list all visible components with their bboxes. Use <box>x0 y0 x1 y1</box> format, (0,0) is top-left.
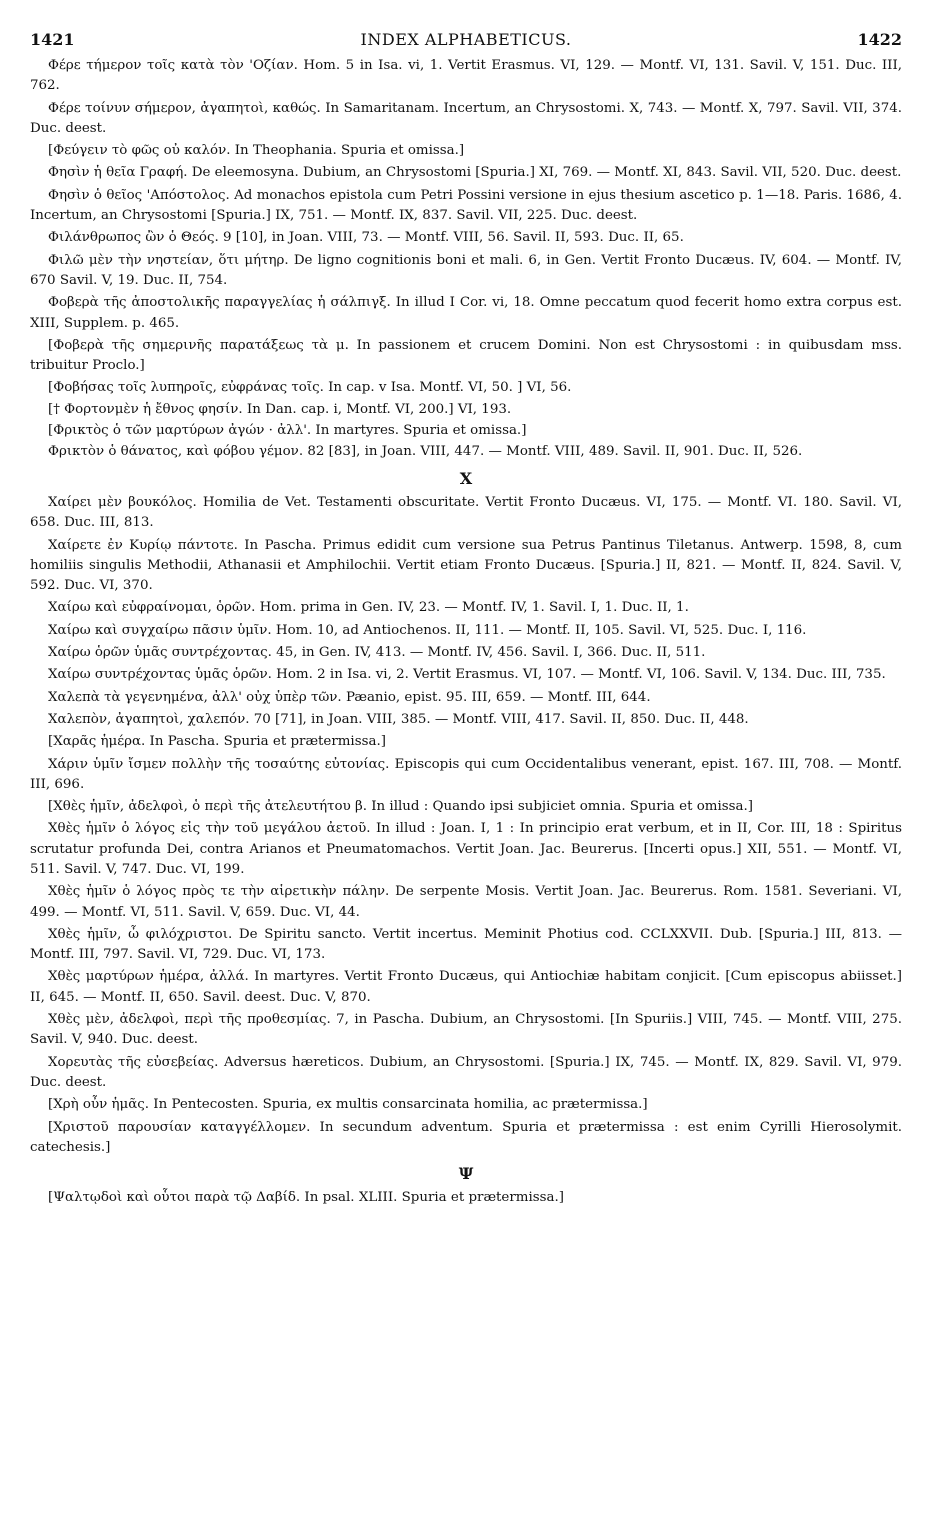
page-number-right: 1422 <box>857 30 902 49</box>
index-entry: Χαίρω καὶ εὐφραίνομαι, ὁρῶν. Hom. prima in Gen. IV, 23. — Montf. IV, 1. Savil. I, 1. Duc. II, 1. <box>48 600 689 616</box>
index-entry: Φησὶν ὁ θεῖος 'Απόστολος. Ad monachos epistola cum Petri Possini versione in ejus thesium ascetico p. 1—18. Paris. 1686, 4. Incertum, an Chrysostomi [Spuria.] IX, 751. — Montf. IX, 837. Savil. VII, 225. Duc. deest. <box>30 187 902 224</box>
index-entry: [Χρὴ οὖν ἡμᾶς. In Pentecosten. Spuria, ex multis consarcinata homilia, ac prætermissa.] <box>48 1097 648 1113</box>
index-entry: Χαίρω καὶ συγχαίρω πᾶσιν ὑμῖν. Hom. 10, ad Antiochenos. II, 111. — Montf. II, 105. Savil. VI, 525. Duc. I, 116. <box>48 622 807 638</box>
index-entry: [† Φορτονμὲν ἡ ἔθνος φησίν. In Dan. cap. i, Montf. VI, 200.] VI, 193. <box>48 401 512 417</box>
index-entry: Χάριν ὑμῖν ἴσμεν πολλὴν τῆς τοσαύτης εὐτονίας. Episcopis qui cum Occidentalibus venerant, epist. 167. III, 708. — Montf. III, 696. <box>30 756 902 792</box>
phi-section <box>30 56 902 463</box>
index-entry: Φοβερὰ τῆς ἀποστολικῆς παραγγελίας ἡ σάλπιγξ. In illud I Cor. vi, 18. Omne peccatum quod fecerit homo extra corpus est. XIII, Supplem. p. 465. <box>30 295 902 331</box>
index-entry: Χαίρω ὁρῶν ὑμᾶς συντρέχοντας. 45, in Gen. IV, 413. — Montf. IV, 456. Savil. I, 366. Duc. II, 511. <box>48 645 706 661</box>
section-letter-psi: Ψ <box>458 1164 474 1184</box>
index-entry: [Ψαλτῳδοὶ καὶ οὗτοι παρὰ τῷ Δαβίδ. In psal. XLIII. Spuria et prætermissa.] <box>48 1190 564 1206</box>
section-letter-chi: X <box>459 468 473 488</box>
index-page <box>30 30 902 1211</box>
index-entry: [Χαρᾶς ἡμέρα. In Pascha. Spuria et prætermissa.] <box>48 734 386 750</box>
index-entry: [Χθὲς ἡμῖν, ἀδελφοὶ, ὁ περὶ τῆς ἀτελευτήτου β. In illud : Quando ipsi subjiciet omnia. Spuria et omissa.] <box>48 799 753 815</box>
index-entry: Φησὶν ἡ θεῖα Γραφή. De eleemosyna. Dubium, an Chrysostomi [Spuria.] XI, 769. — Montf. XI, 843. Savil. VII, 520. Duc. deest. <box>48 165 902 181</box>
index-entry: Φέρε τήμερον τοῖς κατὰ τὸν 'Οζίαν. Hom. 5 in Isa. vi, 1. Vertit Erasmus. VI, 129. — Montf. VI, 131. Savil. V, 151. Duc. III, 762. <box>30 58 902 94</box>
index-entry: Χθὲς ἡμῖν ὁ λόγος πρὸς τε τὴν αἱρετικὴν πάλην. De serpente Mosis. Vertit Joan. Jac. Beurerus. Rom. 1581. Severiani. VI, 499. — Montf. VI, 511. Savil. V, 659. Duc. VI, 44. <box>30 884 902 920</box>
index-entry: Χθὲς μὲν, ἀδελφοὶ, περὶ τῆς προθεσμίας. 7, in Pascha. Dubium, an Chrysostomi. [In Spuriis.] VIII, 745. — Montf. VIII, 275. Savil. V, 940. Duc. deest. <box>30 1012 902 1048</box>
index-entry: Χθὲς μαρτύρων ἡμέρα, ἀλλά. In martyres. Vertit Fronto Ducæus, qui Antiochiæ habitam conjicit. [Cum episcopus abiisset.] II, 645. — Montf. II, 650. Savil. deest. Duc. V, 870. <box>30 969 902 1005</box>
index-entry: Φρικτὸν ὁ θάνατος, καὶ φόβου γέμον. 82 [83], in Joan. VIII, 447. — Montf. VIII, 489. Savil. II, 901. Duc. II, 526. <box>48 444 803 460</box>
index-entry: Χαλεπὰ τὰ γεγενημένα, ἀλλ' οὐχ ὑπὲρ τῶν. Pæanio, epist. 95. III, 659. — Montf. III, 644. <box>48 689 651 705</box>
index-entry: [Χριστοῦ παρουσίαν καταγγέλλομεν. In secundum adventum. Spuria et prætermissa : est enim Cyrilli Hierosolymit. catechesis.] <box>30 1119 902 1155</box>
index-entry: Χορευτὰς τῆς εὐσεβείας. Adversus hæreticos. Dubium, an Chrysostomi. [Spuria.] IX, 745. — Montf. IX, 829. Savil. VI, 979. Duc. deest. <box>30 1054 902 1090</box>
index-entry: Χθὲς ἡμῖν, ὦ φιλόχριστοι. De Spiritu sancto. Vertit incertus. Meminit Photius cod. CCLXXVII. Dub. [Spuria.] III, 813. — Montf. III, 797. Savil. VI, 729. Duc. VI, 173. <box>30 926 902 963</box>
index-entries <box>30 56 902 1209</box>
index-entry: Φιλάνθρωπος ὢν ὁ Θεός. 9 [10], in Joan. VIII, 73. — Montf. VIII, 56. Savil. II, 593. Duc. II, 65. <box>48 230 684 246</box>
psi-section <box>30 1188 902 1208</box>
running-title: INDEX ALPHABETICUS. <box>360 30 572 49</box>
index-entry: Φιλῶ μὲν τὴν νηστείαν, ὅτι μήτηρ. De ligno cognitionis boni et mali. 6, in Gen. Vertit Fronto Ducæus. IV, 604. — Montf. IV, 670 Savil. V, 19. Duc. II, 754. <box>30 252 902 288</box>
index-entry: [Φοβήσας τοῖς λυπηροῖς, εὐφράνας τοῖς. In cap. v Isa. Montf. VI, 50. ] VI, 56. <box>48 380 572 396</box>
index-entry: Χαίρει μὲν βουκόλος. Homilia de Vet. Testamenti obscuritate. Vertit Fronto Ducæus. VI, 175. — Montf. VI. 180. Savil. VI, 658. Duc. III, 813. <box>30 494 902 531</box>
page-header <box>30 30 902 56</box>
index-entry: [Φρικτὸς ὁ τῶν μαρτύρων ἀγών · ἀλλ'. In martyres. Spuria et omissa.] <box>48 423 527 439</box>
index-entry: Χθὲς ἡμῖν ὁ λόγος εἰς τὴν τοῦ μεγάλου ἀετοῦ. In illud : Joan. I, 1 : In principio erat verbum, et in II, Cor. III, 18 : Spiritus scrutatur profunda Dei, contra Arianos et Pneumatomachos. Vertit Joan. Jac. Beurerus. [Incerti opus.] XII, 551. — Montf. VI, 511. Savil. V, 747. Duc. VI, 199. <box>30 821 902 877</box>
chi-section <box>30 493 902 1158</box>
page-number-left: 1421 <box>30 30 75 49</box>
index-entry: Χαλεπὸν, ἀγαπητοὶ, χαλεπόν. 70 [71], in Joan. VIII, 385. — Montf. VIII, 417. Savil. II, 850. Duc. II, 448. <box>48 711 749 727</box>
index-entry: Φέρε τοίνυν σήμερον, ἀγαπητοὶ, καθώς. In Samaritanam. Incertum, an Chrysostomi. X, 743. — Montf. X, 797. Savil. VII, 374. Duc. deest. <box>30 100 902 136</box>
index-entry: [Φοβερὰ τῆς σημερινῆς παρατάξεως τὰ μ. In passionem et crucem Domini. Non est Chrysostomi : in quibusdam mss. tribuitur Proclo.] <box>30 337 902 374</box>
index-entry: [Φεύγειν τὸ φῶς οὐ καλόν. In Theophania. Spuria et omissa.] <box>48 143 465 159</box>
index-entry: Χαίρετε ἐν Κυρίῳ πάντοτε. In Pascha. Primus edidit cum versione sua Petrus Pantinus Tiletanus. Antwerp. 1598, 8, cum homiliis singulis Methodii, Athanasii et Amphilochii. Vertit etiam Fronto Ducæus. [Spuria.] II, 821. — Montf. II, 824. Savil. V, 592. Duc. VI, 370. <box>30 537 902 594</box>
index-entry: Χαίρω συντρέχοντας ὑμᾶς ὁρῶν. Hom. 2 in Isa. vi, 2. Vertit Erasmus. VI, 107. — Montf. VI, 106. Savil. V, 134. Duc. III, 735. <box>48 667 886 683</box>
